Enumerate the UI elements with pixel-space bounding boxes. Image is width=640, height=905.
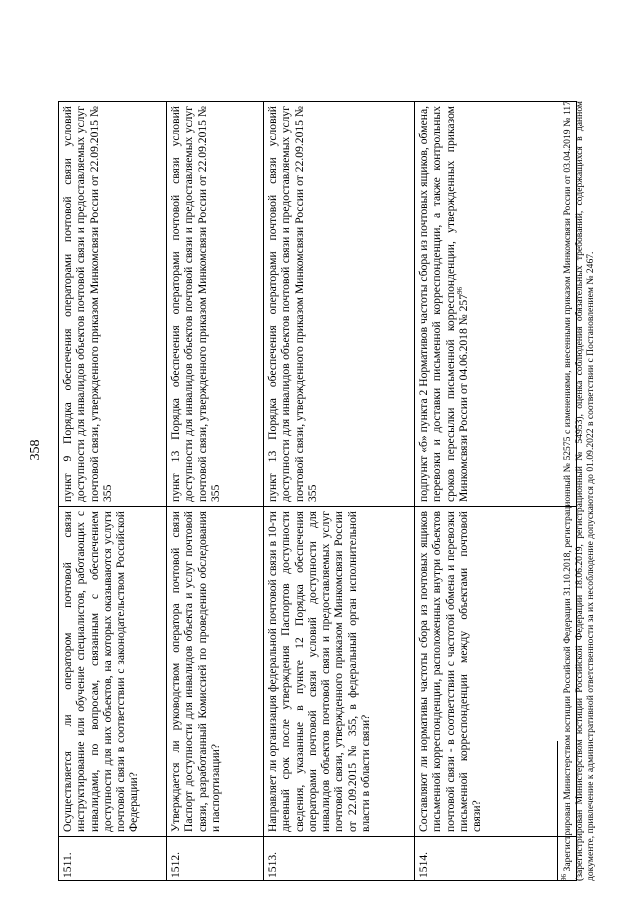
table-row	[167, 102, 264, 880]
table-row	[59, 102, 167, 880]
row-number: 1511.	[59, 836, 166, 880]
footnote-marker: 96	[559, 874, 568, 881]
table-row	[264, 102, 415, 880]
row-number: 1512.	[167, 836, 263, 880]
requirement-text: подпункт «б» пункта 2 Нормативов частоты сбора из почтовых ящиков, обмена, перевозки и доставки письменной корреспонденции, а также контрольных сроков пересылки письменной корреспонденции, утвержденных приказом Минкомсвязи России от 04.06.2018 № 257	[417, 105, 470, 502]
footnote-reference: 96	[456, 286, 465, 294]
table-row	[415, 102, 576, 880]
question-cell: Утверждается ли руководством оператора почтовой связи Паспорт доступности для инвалидов объекта и услуг почтовой связи, разработанный Комиссией по проведению обследования и паспортизации?	[167, 506, 263, 836]
question-cell: Направляет ли организация федеральной почтовой связи в 10-ти дневный срок после утверждения Паспортов доступности сведения, указанные в пункте 12 Порядка обеспечения операторами почтовой связи условий доступности для инвалидов объектов почтовой связи и предоставляемых услуг почтовой связи, утвержденного приказом Минкомсвязи России от 22.09.2015 № 355, в федеральный орган исполнительной власти в области связи?	[264, 506, 414, 836]
requirement-cell: пункт 9 Порядка обеспечения операторами почтовой связи условий доступности для инвалидов объектов почтовой связи и предоставляемых услуг почтовой связи, утвержденного приказом Минкомсвязи России от 22.09.2015 № 355	[61, 106, 114, 502]
row-number: 1513.	[264, 836, 414, 880]
requirement-cell: пункт 13 Порядка обеспечения операторами почтовой связи условий доступности для инвалидов объектов почтовой связи и предоставляемых услуг почтовой связи, утвержденного приказом Минкомсвязи России от 22.09.2015 № 355	[266, 106, 319, 502]
requirement-cell: пункт 13 Порядка обеспечения операторами почтовой связи условий доступности для инвалидов объектов почтовой связи и предоставляемых услуг почтовой связи, утвержденного приказом Минкомсвязи России от 22.09.2015 № 355	[169, 106, 222, 502]
row-number: 1514.	[415, 836, 576, 880]
question-cell: Осуществляется ли оператором почтовой связи инструктирование или обучение специалистов, работающих с инвалидами, по вопросам, связанным с обеспечением доступности для них объектов, на которых оказываются услуги почтовой связи в соответствии с законодательством Российской Федерации?	[59, 506, 166, 836]
requirement-cell	[415, 102, 576, 506]
footnote-separator	[557, 741, 558, 881]
footnote	[559, 101, 597, 881]
footnote-text: Зарегистрирован Министерством юстиции Российской Федерации 31.10.2018, регистрационный № 52575 с изменениями, внесенными приказом Минкомсвязи России от 03.04.2019 № 117 (зарегистрирован Министерством юстиции Российской Федерации 18.06.2019, регистрационный № 54953), оценка соблюдения обязательных требований, содержащихся в данном документе, привлечение к административной ответственности за их несоблюдение допускаются до 01.09.2022 в соответствии с Постановлением № 2467.	[562, 101, 597, 881]
requirements-table	[58, 101, 577, 881]
question-cell: Составляют ли нормативы частоты сбора из почтовых ящиков письменной корреспонденции, расположенных внутри объектов почтовой связи - в соответствии с частотой обмена и перевозки письменной корреспонденции между объектами почтовой связи?	[415, 506, 576, 836]
page-number: 358	[28, 439, 43, 461]
